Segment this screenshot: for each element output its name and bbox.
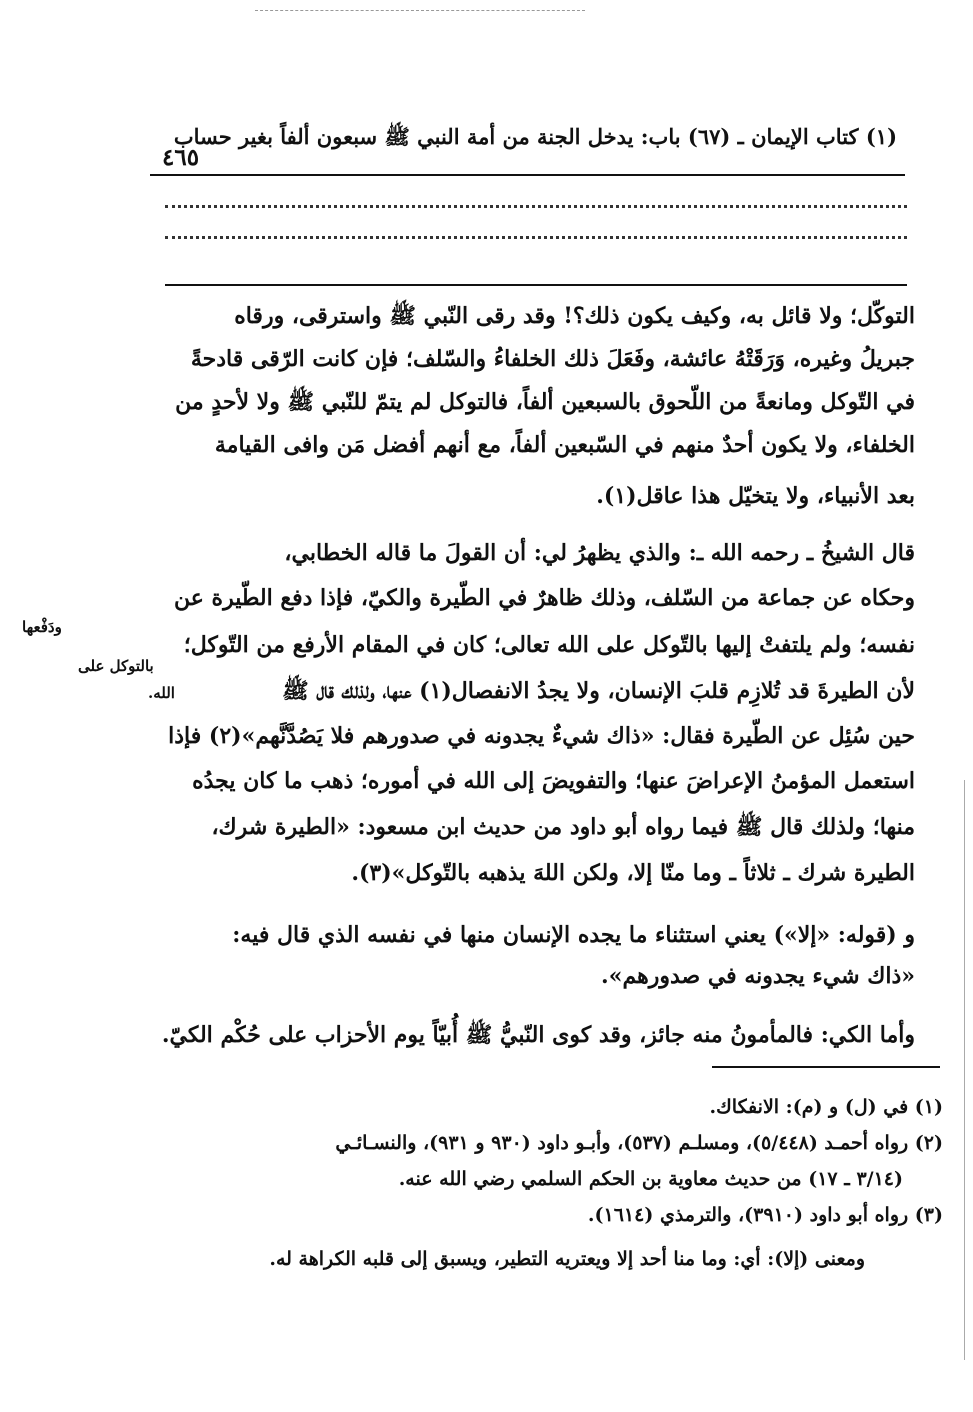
para2-line: قال الشيخُ ـ رحمه الله ـ: والذي يظهرُ لي: أن القولَ ما قاله الخطابي، [284,540,915,566]
margin-note: بالتوكل على [78,657,154,675]
para2-line: لأن الطيرةَ قد تُلازِم قلبَ الإنسان، ولا يجدُ الانفصال(١) عنها، ولذلك قال ﷺ [282,678,915,704]
para3-line: و (قوله: «إلا») يعني استثناء ما يجده الإنسان منها في نفسه الذي قال فيه: [232,922,915,948]
para2-line: حين سُئِل عن الطّيرة فقال: «ذاك شيءٌ يجدونه في صدورهم فلا يَصُدَّنَّهم»(٢) فإذا [168,723,915,749]
para1-line: جبريلُ وغيره، وَرَقَتْهُ عائشة، وفَعَلَ ذلك الخلفاءُ والسّلف؛ فإن كانت الرّقى قادحةً [190,346,915,372]
dotted-ellipsis-line [165,236,907,239]
footnote-continuation: (٣/١٤ ـ ١٧) من حديث معاوية بن الحكم السلمي رضي الله عنه. [398,1168,903,1190]
para2-line: منها؛ ولذلك قال ﷺ فيما رواه أبو داود من حديث ابن مسعود: «الطيرة شرك، [211,814,915,840]
section-separator [165,284,907,286]
para3-line: «ذاك شيء يجدونه في صدورهم». [601,963,915,989]
scan-page-edge [964,780,965,1360]
page-number: ٤٦٥ [162,144,200,171]
footnote: (٣) رواه أبو داود (٣٩١٠)، والترمذي (١٦١٤). [587,1204,943,1226]
header-rule [150,174,905,176]
para2-line: نفسه؛ ولم يلتفتْ إليها بالتّوكل على الله تعالى؛ كان في المقام الأرفع من التّوكل؛ [183,632,915,658]
running-header [150,118,905,180]
footnote: (٢) رواه أحمـد (٥/٤٤٨)، ومسلـم (٥٣٧)، وأبـو داود (٩٣٠ و ٩٣١)، والنسـائـي [335,1132,943,1154]
para2-line: استعمل المؤمنُ الإعراضَ عنها؛ والتفويضَ إلى الله في أموره؛ ذهب ما كان يجدُه [192,768,915,794]
margin-note: ودَفْعها [22,618,62,636]
para1-line: بعد الأنبياء، ولا يتخيّل هذا عاقل(١). [596,483,915,509]
para2-line: وحكاه عن جماعة من السّلف، وذلك ظاهرٌ في الطّيرة والكيّ، فإذا دفع الطّيرة عن [174,585,915,611]
footnote-note: ومعنى (إلا): أي: وما منا أحد إلا ويعتريه التطير، ويسبق إلى قلبه الكراهة له. [269,1248,865,1270]
scan-top-dashes [255,10,585,11]
footnote-rule [712,1066,940,1068]
footnote: (١) في (ل) و (م): الانفكاك. [709,1096,943,1118]
dotted-ellipsis-line [165,205,907,208]
para1-line: التوكّل؛ ولا قائل به، وكيف يكون ذلك؟! وقد رقى النّبي ﷺ واسترقى، ورقاه [234,303,915,329]
para1-line: في التّوكل ومانعةً من اللّحوق بالسبعين ألفاً، فالتوكل لم يتمّ للنّبي ﷺ ولا لأحدٍ من [175,389,915,415]
para2-line: الطيرة شرك ـ ثلاثاً ـ وما منّا إلا، ولكن اللهَ يذهبه بالتّوكل»(٣). [351,860,915,886]
para4-line: وأما الكي: فالمأمونُ منه جائز، وقد كوى النّبيُّ ﷺ أُبيّاً يوم الأحزاب على حُكْم الكيّ. [161,1022,915,1048]
para1-line: الخلفاء، ولا يكون أحدٌ منهم في السّبعين ألفاً، مع أنهم أفضل مَن وافى القيامة [214,432,915,458]
header-title: (١) كتاب الإيمان ـ (٦٧) باب: يدخل الجنة من أمة النبي ﷺ سبعون ألفاً بغير حساب [173,124,897,149]
margin-note: الله. [148,684,175,702]
